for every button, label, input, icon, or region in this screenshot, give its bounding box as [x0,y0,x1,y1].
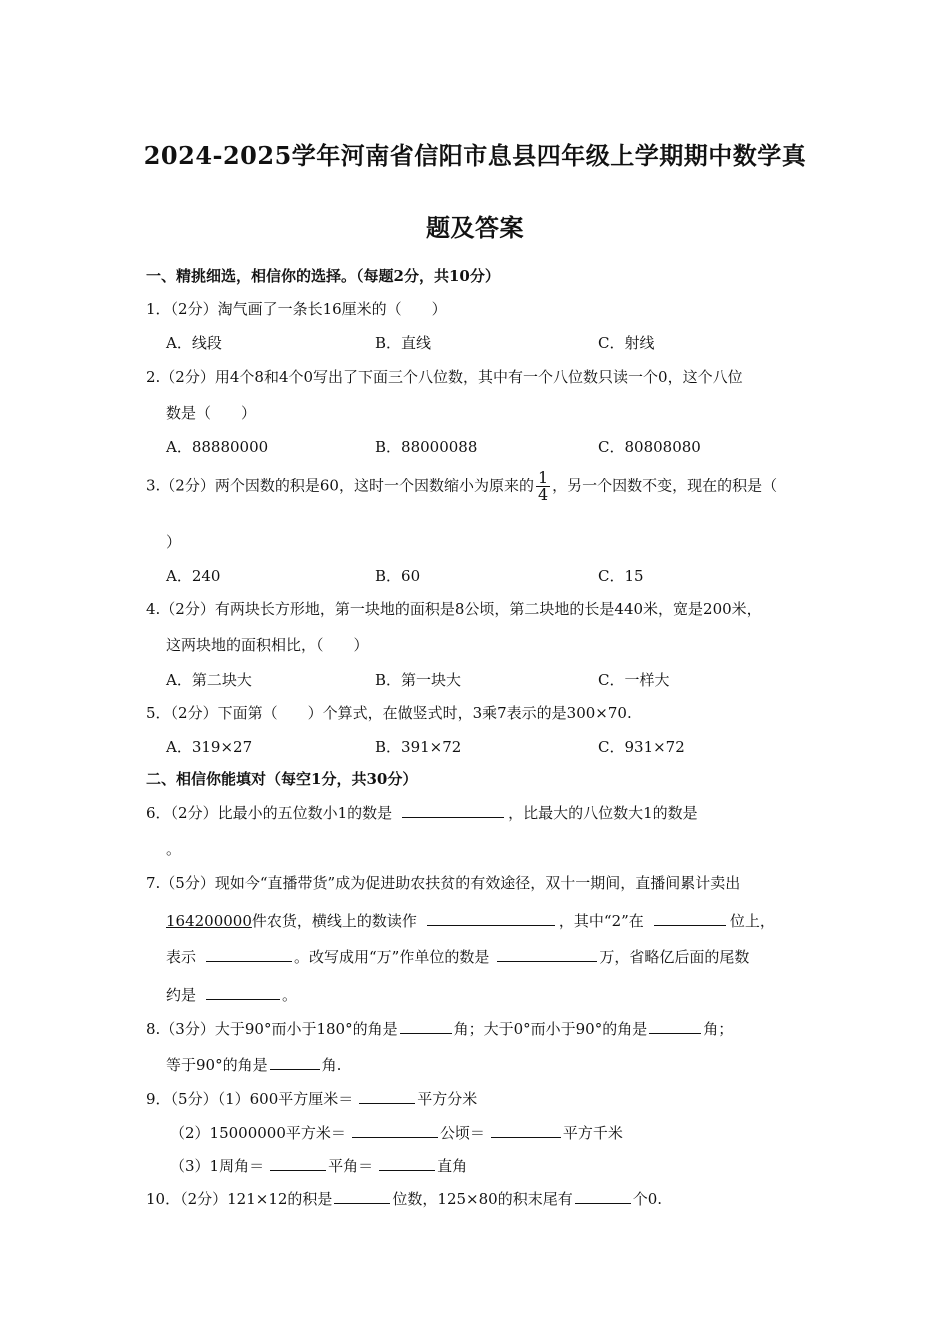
answer-blank [400,1019,452,1034]
question-7-text-d: 位上， [729,912,775,930]
question-9-line-2 [170,1122,623,1143]
question-6-text-b: ，比最大的八位数大1的数是 [508,804,698,822]
document-title-line1: 2024-2025学年河南省信阳市息县四年级上学期期中数学真 [143,141,807,170]
section-1-heading: 一、精挑细选，相信你的选择。（每题2分，共10分） [146,267,500,285]
question-8-line-2 [166,1054,341,1075]
question-7-text-e: 表示 [166,948,197,966]
question-3-text-a: 3.（2分）两个因数的积是60，这时一个因数缩小为原来的 [146,476,534,495]
section-2-heading: 二、相信你能填对（每空1分，共30分） [146,770,418,788]
question-1-option-c: C．射线 [598,334,655,352]
answer-blank [270,1055,320,1070]
question-8-text-c: 角； [703,1020,734,1038]
answer-blank [491,1123,561,1138]
question-7-text-i: 。 [282,986,298,1004]
question-4-text-b: 这两块地的面积相比，（ ） [166,636,369,654]
question-4-option-c: C．一样大 [598,671,670,689]
question-3-option-a: A．240 [166,567,221,585]
answer-blank [334,1189,390,1204]
answer-blank [649,1019,701,1034]
question-3-line [146,470,777,503]
question-7-text-a: 7.（5分）现如今“直播带货”成为促进助农扶贫的有效途径，双十一期间，直播间累计卖出 [146,874,741,892]
question-7-line-4 [166,984,297,1005]
question-3-text-c: ） [166,533,182,551]
question-6-line [146,802,698,823]
question-7-text-c: ，其中“2”在 [558,912,644,930]
answer-blank [206,947,292,962]
answer-blank [352,1123,438,1138]
question-8-text-a: 8.（3分）大于90°而小于180°的角是 [146,1020,398,1038]
answer-blank [270,1156,326,1171]
question-2-option-b: B．88000088 [375,438,478,456]
answer-blank [575,1189,631,1204]
question-9-text-b: 平方分米 [417,1090,478,1108]
question-1-option-a: A．线段 [166,334,222,352]
question-1-text: 1．（2分）淘气画了一条长16厘米的（ ） [146,300,447,318]
question-9-text-a: 9．（5分）（1）600平方厘米＝ [146,1090,354,1108]
question-9-line-1 [146,1088,477,1109]
question-9-text-c: （2）15000000平方米＝ [170,1124,346,1142]
question-2-text-b: 数是（ ） [166,404,257,422]
answer-blank [654,911,726,926]
answer-blank [206,985,280,1000]
question-7-text-g: 万，省略亿后面的尾数 [599,948,750,966]
question-2-option-c: C．80808080 [598,438,701,456]
question-7-line-3 [166,946,749,967]
question-7-line-2 [166,910,775,931]
question-10-line [146,1188,662,1209]
question-3-option-b: B．60 [375,567,421,585]
question-2-option-a: A．88880000 [166,438,269,456]
question-4-option-a: A．第二块大 [166,671,252,689]
answer-blank [427,911,555,926]
question-9-text-e: 平方千米 [562,1124,623,1142]
question-4-option-b: B．第一块大 [375,671,462,689]
question-8-line-1 [146,1018,733,1039]
document-title-line2: 题及答案 [426,213,524,242]
one-quarter-fraction: $\frac{1}{4}$ [537,468,549,504]
question-9-text-g: 平角＝ [328,1157,374,1175]
question-10-text-c: 个0. [632,1190,663,1208]
question-1-option-b: B．直线 [375,334,432,352]
question-9-text-d: 公顷＝ [439,1124,485,1142]
question-9-line-3 [170,1155,467,1176]
question-8-text-d: 等于90°的角是 [166,1056,268,1074]
question-9-text-h: 直角 [437,1157,468,1175]
question-5-option-a: A．319×27 [166,738,253,756]
question-4-text-a: 4.（2分）有两块长方形地，第一块地的面积是8公顷，第二块地的长是440米，宽是200米， [146,600,762,618]
question-7-text-f: 。改写成用“万”作单位的数是 [294,948,490,966]
question-7-text-h: 约是 [166,986,197,1004]
question-5-option-c: C．931×72 [598,738,685,756]
question-7-text-b: 件农货，横线上的数读作 [251,912,417,930]
answer-blank [497,947,597,962]
answer-blank [402,803,504,818]
question-6-text-c: 。 [166,840,182,858]
question-8-text-b: 角；大于0°而小于90°的角是 [453,1020,648,1038]
question-2-text-a: 2.（2分）用4个8和4个0写出了下面三个八位数，其中有一个八位数只读一个0，这个八位 [146,368,743,386]
question-9-text-f: （3）1周角＝ [170,1157,265,1175]
question-3-option-c: C．15 [598,567,644,585]
question-5-option-b: B．391×72 [375,738,462,756]
question-10-text-a: 10．（2分）121×12的积是 [146,1190,333,1208]
number-164200000: 164200000 [166,912,252,930]
question-5-text: 5．（2分）下面第（ ）个算式，在做竖式时，3乘7表示的是300×70. [146,704,632,722]
answer-blank [379,1156,435,1171]
question-10-text-b: 位数，125×80的积末尾有 [392,1190,573,1208]
question-6-text-a: 6．（2分）比最小的五位数小1的数是 [146,804,393,822]
question-8-text-e: 角. [321,1056,342,1074]
question-3-text-b: ，另一个因数不变，现在的积是（ [552,476,778,495]
answer-blank [359,1089,415,1104]
